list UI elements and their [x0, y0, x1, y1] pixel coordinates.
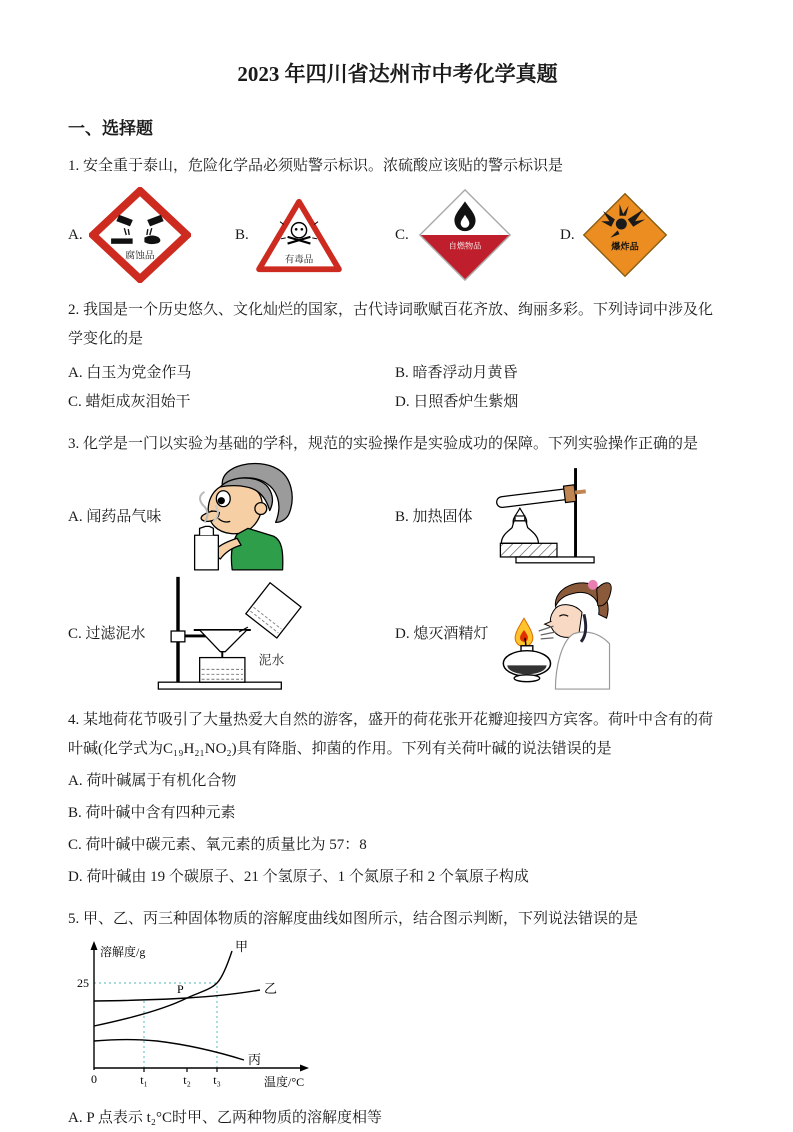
curve-jia	[94, 951, 232, 1026]
q4-text: 4. 某地荷花节吸引了大量热爱大自然的游客，盛开的荷花张开花瓣迎接四方宾客。荷叶中含有的荷叶碱(化学式为C₁₉H₂₁NO₂)具有降脂、抑菌的作用。下列有关荷叶碱的说法错误的是	[68, 712, 714, 757]
muddy-water-label: 泥水	[258, 653, 284, 668]
x-axis-label: 温度/°C	[264, 1075, 305, 1089]
q3-option-d	[395, 573, 727, 691]
q4-option-d	[68, 862, 727, 892]
smelling-chemical-cartoon	[163, 459, 331, 571]
q3-text: 3. 化学是一门以实验为基础的学科，规范的实验操作是实验成功的保障。下列实验操作正确的是	[68, 436, 699, 452]
q2-option-b-letter: B.	[395, 365, 409, 381]
y-axis-label: 溶解度/g	[100, 945, 146, 959]
q2-option-c-letter: C.	[68, 394, 82, 410]
spontaneously-combustible-sign-label: 自燃物品	[448, 241, 482, 251]
spontaneously-combustible-sign-image	[415, 187, 515, 283]
explosive-sign-image	[581, 191, 669, 279]
q2-option-b-text: 暗香浮动月黄昏	[412, 365, 518, 381]
q4-option-b-letter: B.	[68, 805, 82, 821]
q2-option-a-letter: A.	[68, 365, 83, 381]
series-label-yi: 乙	[264, 981, 278, 996]
q4-option-a-text: 荷叶碱属于有机化合物	[86, 773, 237, 789]
series-label-bing: 丙	[248, 1052, 262, 1067]
x-tick-t1: t₁	[140, 1073, 148, 1087]
q4-option-a-letter: A.	[68, 773, 83, 789]
q4-option-c-text: 荷叶碱中碳元素、氧元素的质量比为 57：8	[85, 837, 367, 853]
q5-text: 5. 甲、乙、丙三种固体物质的溶解度曲线如图所示，结合图示判断，下列说法错误的是	[68, 911, 639, 927]
q1-options	[68, 187, 727, 283]
solubility-curve-figure	[72, 938, 727, 1098]
explosive-sign-label: 爆炸品	[610, 241, 639, 252]
blowing-out-alcohol-lamp-cartoon	[490, 573, 614, 691]
q3-option-c	[68, 571, 395, 693]
q5-option-a-letter: A.	[68, 1110, 83, 1126]
q2-option-a	[68, 359, 395, 388]
q1-option-d	[560, 191, 727, 279]
q3-option-d-label: D. 熄灭酒精灯	[395, 625, 489, 642]
q4-option-c-letter: C.	[68, 837, 82, 853]
q3-options-row1	[68, 459, 727, 571]
corrosive-sign-image	[89, 187, 191, 283]
curve-bing	[94, 1040, 244, 1061]
q3-option-a	[68, 459, 395, 571]
q5-option-a	[68, 1104, 727, 1132]
q4-options	[68, 766, 727, 892]
q1-option-b-letter: B.	[235, 226, 249, 243]
q4-option-d-text: 荷叶碱由 19 个碳原子、21 个氢原子、1 个氮原子和 2 个氧原子构成	[86, 869, 529, 885]
x-tick-t2: t₂	[183, 1073, 191, 1087]
q4-option-b-text: 荷叶碱中含有四种元素	[85, 805, 236, 821]
q4-option-c	[68, 830, 727, 860]
q4-option-a	[68, 766, 727, 796]
section-heading: 一、选择题	[68, 119, 153, 138]
q2-option-d	[395, 388, 727, 417]
q3-option-c-label: C. 过滤泥水	[68, 625, 146, 642]
q1-option-d-letter: D.	[560, 226, 575, 243]
q2-option-c	[68, 388, 395, 417]
y-tick-25: 25	[77, 976, 89, 990]
q2-option-d-text: 日照香炉生紫烟	[413, 394, 519, 410]
x-tick-0: 0	[91, 1072, 97, 1086]
page-title: 2023 年四川省达州市中考化学真题	[237, 62, 558, 86]
q3-option-a-label: A. 闻药品气味	[68, 508, 162, 525]
q2-text: 2. 我国是一个历史悠久、文化灿烂的国家，古代诗词歌赋百花齐放、绚丽多彩。下列诗词中涉及化学变化的是	[68, 302, 714, 347]
solubility-curve-chart	[72, 938, 322, 1093]
heating-solid-apparatus	[475, 465, 597, 565]
q2-option-c-text: 蜡炬成灰泪始干	[85, 394, 191, 410]
corrosive-sign-label: 腐蚀品	[124, 250, 155, 262]
q1-option-c	[395, 187, 560, 283]
q1-option-a	[68, 187, 235, 283]
q1-option-c-letter: C.	[395, 226, 409, 243]
toxic-sign-image	[255, 196, 343, 274]
q5-option-a-text: P 点表示 t₂°C时甲、乙两种物质的溶解度相等	[86, 1110, 383, 1126]
q2-option-a-text: 白玉为党金作马	[86, 365, 192, 381]
q1-option-b	[235, 196, 395, 274]
q1-text: 1. 安全重于泰山，危险化学品必须贴警示标识。浓硫酸应该贴的警示标识是	[68, 158, 564, 174]
q3-option-b-label: B. 加热固体	[395, 508, 473, 525]
x-tick-t3: t₃	[213, 1073, 221, 1087]
filtering-muddy-water-apparatus	[148, 571, 331, 693]
q3-option-b	[395, 465, 727, 565]
toxic-sign-label: 有毒品	[284, 255, 314, 266]
point-p-label: P	[177, 982, 184, 996]
q2-options	[68, 359, 727, 417]
series-label-jia: 甲	[235, 939, 249, 954]
q4-option-b	[68, 798, 727, 828]
q2-option-b	[395, 359, 727, 388]
q3-options-row2	[68, 571, 727, 693]
q1-option-a-letter: A.	[68, 226, 83, 243]
q4-option-d-letter: D.	[68, 869, 83, 885]
q2-option-d-letter: D.	[395, 394, 410, 410]
